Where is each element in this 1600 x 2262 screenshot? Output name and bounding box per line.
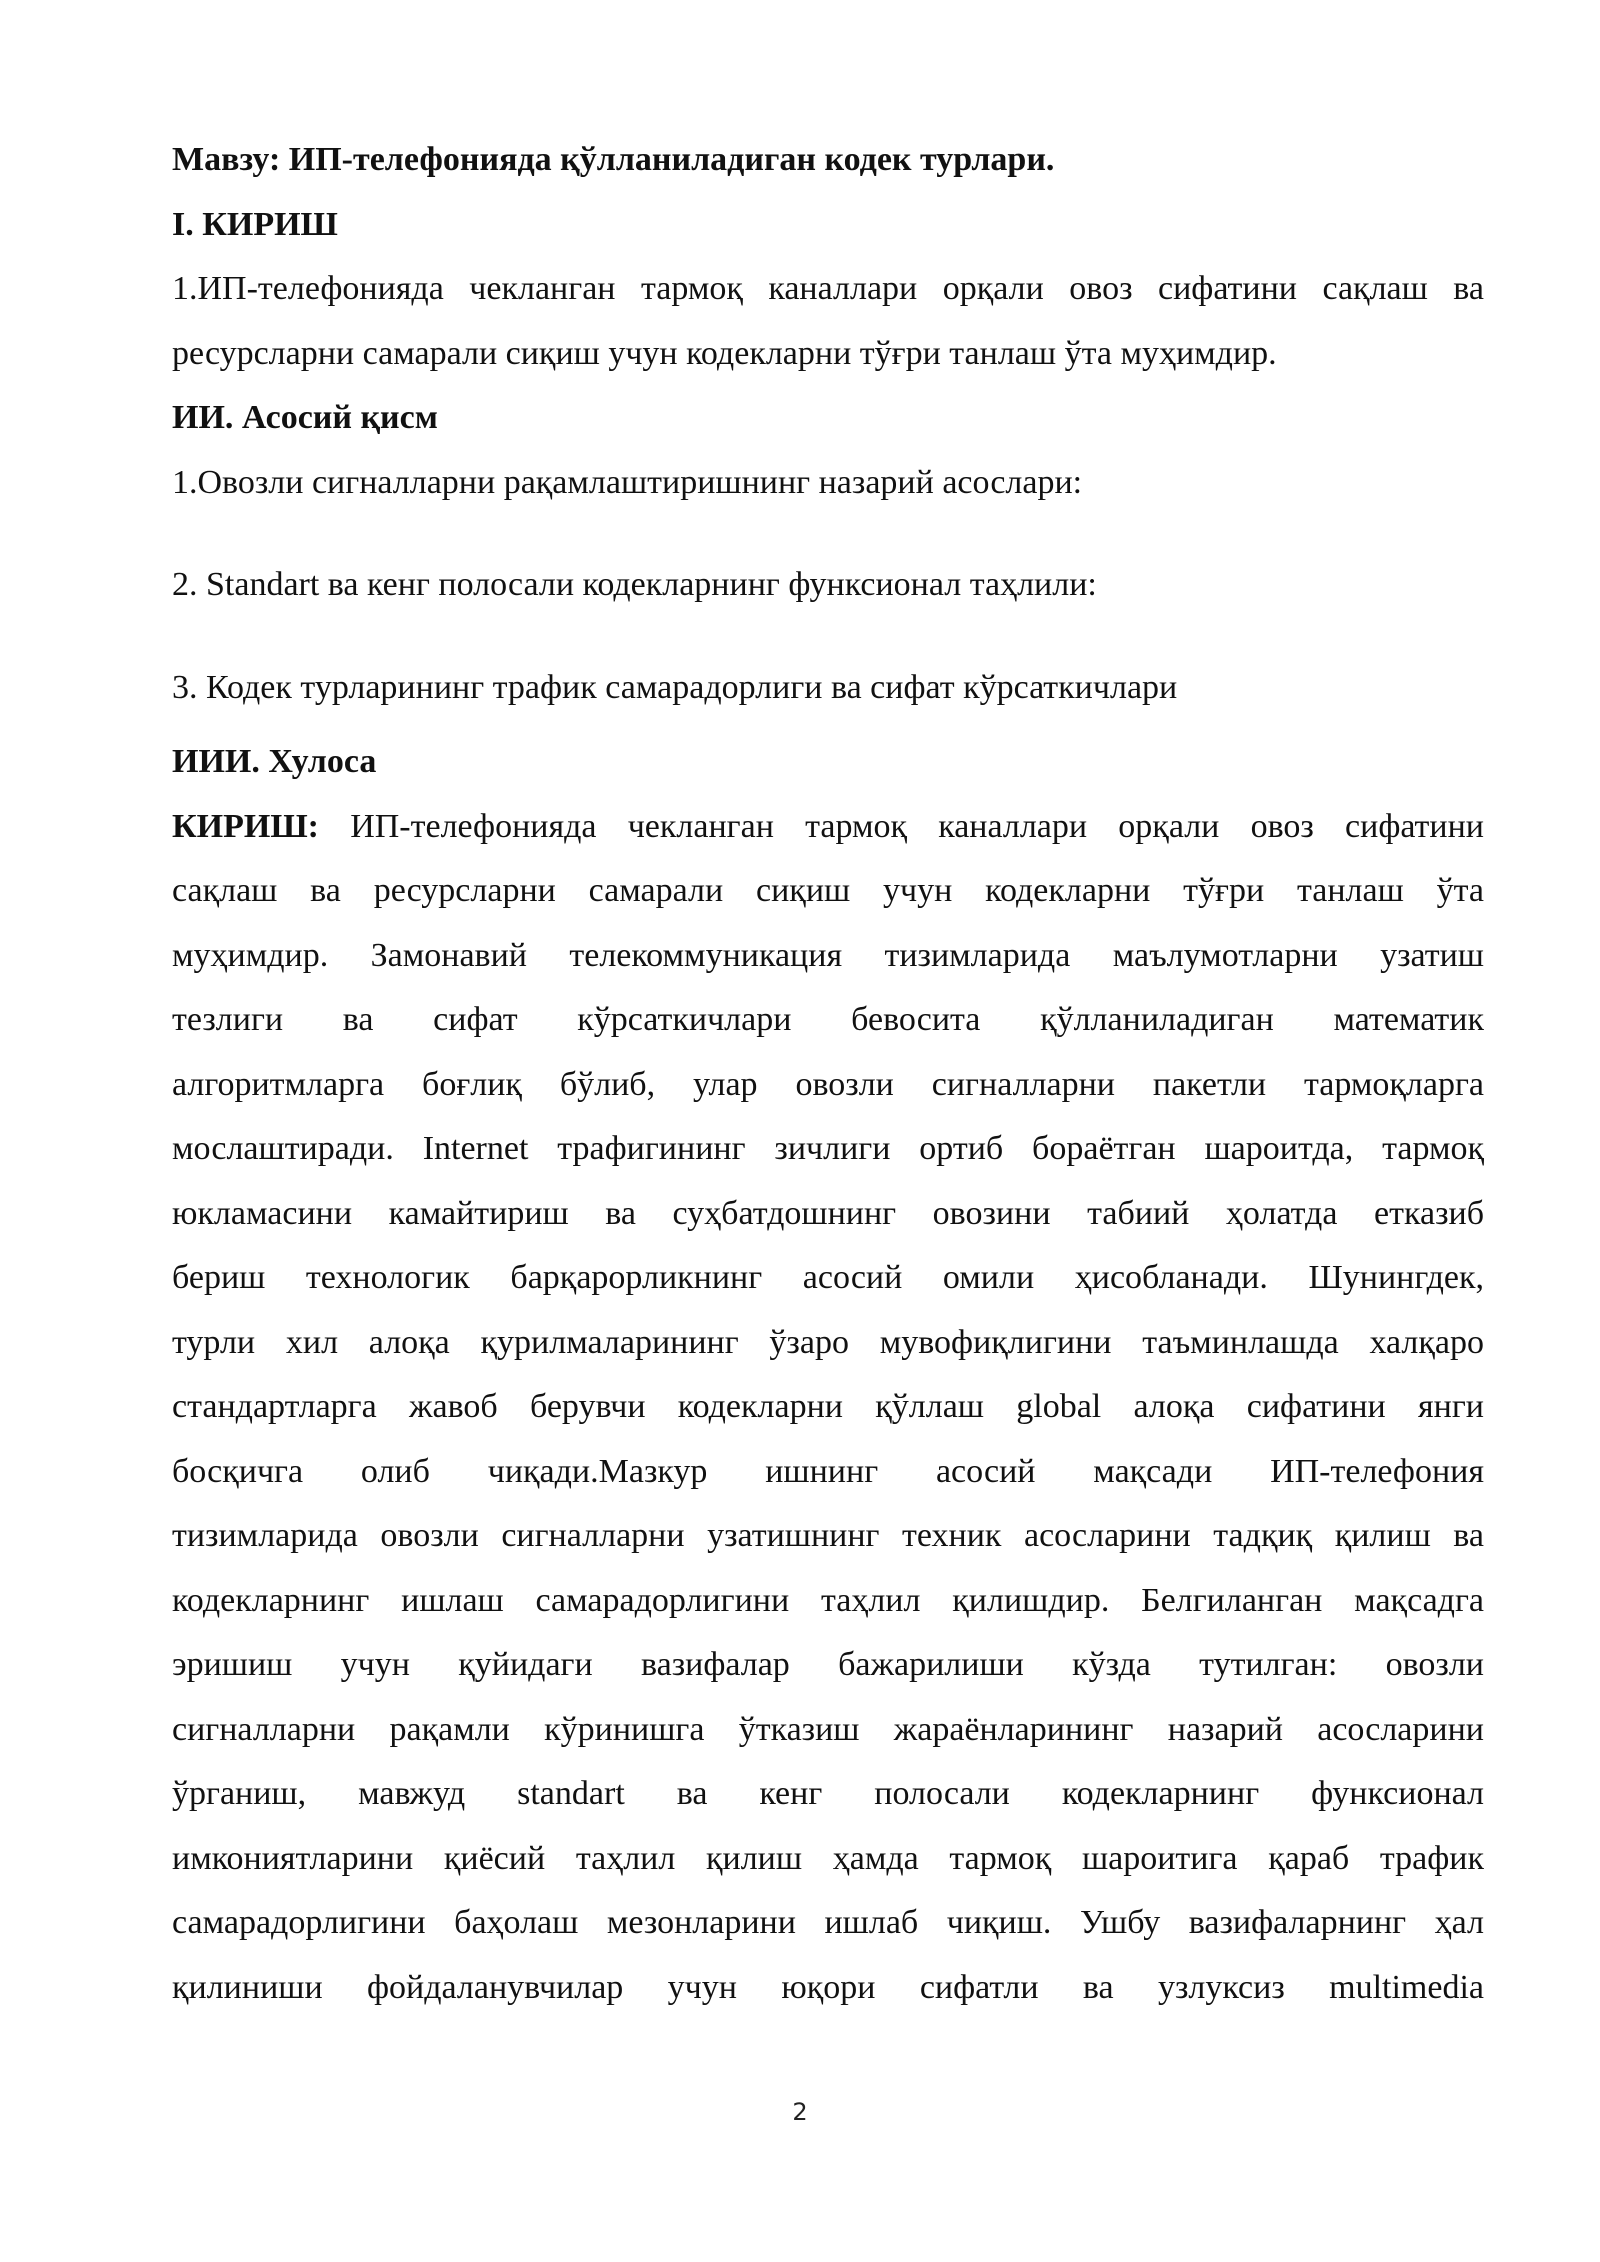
topic-title: Мавзу: ИП-телефонияда қўлланиладиган кодек турлари. [172,141,1055,178]
body-paragraph-line [172,795,1484,860]
body-lead-label: КИРИШ: [172,807,319,845]
body-paragraph-line: алгоритмларга боғлиқ бўлиб, улар овозли сигналларни пакетли тармоқларга [172,1065,1484,1103]
body-line-text: ИП-телефонияда чекланган тармоқ каналлари орқали овоз сифатини [350,807,1484,845]
body-paragraph-line: мослаштиради. Internet трафигининг зичлиги ортиб бораётган шароитда, тармоқ [172,1130,1484,1167]
body-paragraph-line: имкониятларини қиёсий таҳлил қилиш ҳамда тармоқ шароитига қараб трафик [172,1839,1484,1877]
body-paragraph-line: қилиниши фойдаланувчилар учун юқори сифатли ва узлуксиз multimedia [172,1968,1484,2006]
body-paragraph-line: эришиш учун қуйидаги вазифалар бажарилиши кўзда тутилган: овозли [172,1646,1484,1683]
body-paragraph-line: босқичга олиб чиқади.Мазкур ишнинг асосий мақсади ИП-телефония [172,1452,1484,1490]
main-point-item: 3. Кодек турларининг трафик самарадорлиги ва сифат кўрсаткичлари [172,668,1178,706]
body-paragraph-line: кодекларнинг ишлаш самарадорлигини таҳлил қилишдир. Белгиланган мақсадга [172,1581,1484,1619]
document-body [172,128,1484,2020]
body-paragraph-line: сақлаш ва ресурсларни самарали сиқиш учун кодекларни тўғри танлаш ўта [172,872,1484,909]
section-heading-conclusion: ИИИ. Хулоса [172,743,377,780]
body-paragraph-line: турли хил алоқа қурилмаларининг ўзаро мувофиқлигини таъминлашда халқаро [172,1323,1484,1361]
page-number: 2 [792,2098,808,2126]
body-paragraph-line: ўрганиш, мавжуд standart ва кенг полосали кодекларнинг функсионал [172,1775,1484,1812]
main-point-item: 1.Овозли сигналларни рақамлаштиришнинг назарий асослари: [172,463,1083,501]
body-paragraph-line: бериш технологик барқарорликнинг асосий омили ҳисобланади. Шунингдек, [172,1259,1484,1296]
body-paragraph-line: муҳимдир. Замонавий телекоммуникация тизимларида маълумотларни узатиш [172,936,1484,974]
section-heading-intro: I. КИРИШ [172,205,338,243]
intro-point-line: 1.ИП-телефонияда чекланган тармоқ каналлари орқали овоз сифатини сақлаш ва [172,270,1484,307]
body-paragraph-line: сигналларни рақамли кўринишга ўтказиш жараёнларининг назарий асосларини [172,1710,1484,1748]
section-heading-main: ИИ. Асосий қисм [172,399,438,436]
intro-point-line: ресурсларни самарали сиқиш учун кодекларни тўғри танлаш ўта муҳимдир. [172,334,1277,372]
body-paragraph-line: стандартларга жавоб берувчи кодекларни қўллаш global алоқа сифатини янги [172,1388,1484,1425]
body-paragraph-line: юкламасини камайтириш ва суҳбатдошнинг овозини табиий ҳолатда етказиб [172,1194,1484,1232]
body-paragraph-line: тезлиги ва сифат кўрсаткичлари бевосита қўлланиладиган математик [172,1001,1484,1038]
body-paragraph-line: тизимларида овозли сигналларни узатишнинг техник асосларини тадқиқ қилиш ва [172,1517,1484,1554]
body-paragraph-line: самарадорлигини баҳолаш мезонларини ишлаб чиқиш. Ушбу вазифаларнинг ҳал [172,1904,1484,1941]
main-point-item: 2. Standart ва кенг полосали кодекларнинг функсионал таҳлили: [172,566,1097,603]
